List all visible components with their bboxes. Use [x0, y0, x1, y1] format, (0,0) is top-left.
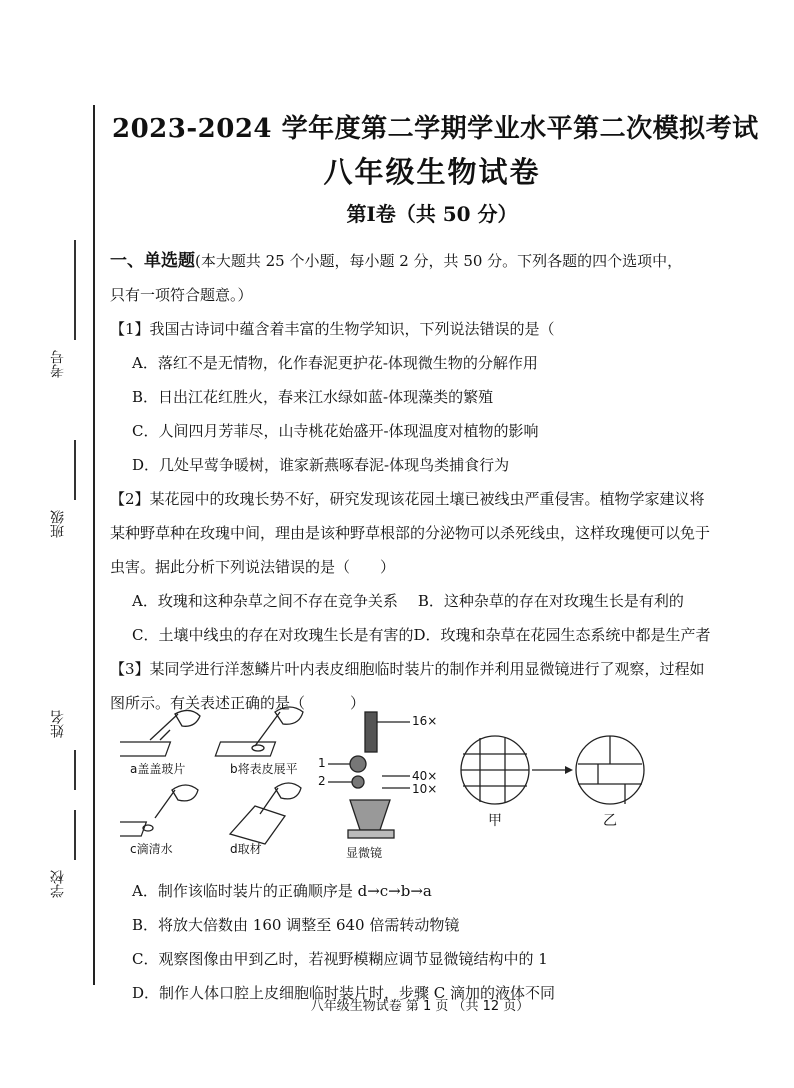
exam-number-field[interactable]	[50, 240, 90, 390]
q3-option-b[interactable]: B．将放大倍数由 160 调整至 640 倍需转动物镜	[132, 916, 460, 934]
part-1-label: 1	[318, 756, 326, 770]
q2-option-b[interactable]: B．这种杂草的存在对玫瑰生长是有利的	[417, 592, 684, 610]
school-field[interactable]	[50, 810, 90, 910]
objective-high-label: 40×	[412, 769, 438, 783]
part-2-label: 2	[318, 774, 326, 788]
eyepiece-label: 16×	[412, 714, 438, 728]
paper-title: 八年级生物试卷	[323, 155, 541, 189]
step-a-illustration	[120, 710, 200, 756]
q3-figure-drawings	[120, 702, 760, 862]
page-footer: 八年级生物试卷 第 1 页 （共 12 页）	[310, 999, 530, 1014]
q2-stem-1: 【2】某花园中的玫瑰长势不好，研究发现该花园土壤已被线虫严重侵害。植物学家建议将	[110, 490, 705, 508]
q2-options-cd	[110, 618, 750, 652]
step-c-caption: c滴清水	[130, 842, 173, 856]
q3-stem-1: 【3】某同学进行洋葱鳞片叶内表皮细胞临时装片的制作并利用显微镜进行了观察，过程如	[110, 660, 705, 678]
section-heading: 一、单选题	[110, 251, 195, 271]
q2-option-d[interactable]: D．玫瑰和杂草在花园生态系统中都是生产者	[413, 626, 711, 644]
exam-number-line	[74, 240, 76, 340]
name-field[interactable]	[50, 620, 90, 790]
q3-option-d[interactable]: D．制作人体口腔上皮细胞临时装片时，步骤 C 滴加的液体不同	[132, 984, 556, 1002]
class-field[interactable]	[50, 440, 90, 590]
volume-title: 第I卷（共 50 分）	[346, 202, 518, 226]
school-line	[74, 810, 76, 860]
objective-low-label: 10×	[412, 782, 438, 796]
class-label: 班级	[50, 510, 66, 538]
q1-option-d[interactable]: D．几处早莺争暖树，谁家新燕啄春泥-体现鸟类捕食行为	[132, 456, 510, 474]
q1-option-a[interactable]: A．落红不是无情物，化作春泥更护花-体现微生物的分解作用	[132, 354, 538, 372]
step-d-caption: d取材	[230, 842, 262, 856]
step-a-caption: a盖盖玻片	[130, 762, 186, 776]
step-b-caption: b将表皮展平	[230, 762, 298, 776]
microscope-illustration	[328, 712, 410, 838]
question-content	[110, 244, 750, 1010]
section-heading-line	[110, 244, 750, 278]
q3-stem-2: 图所示。有关表述正确的是（ ）	[110, 694, 366, 712]
name-label: 姓名	[50, 710, 66, 738]
view-yi-label: 乙	[603, 813, 617, 829]
school-label: 学校	[50, 870, 66, 898]
microscope-caption: 显微镜	[346, 846, 383, 860]
q2-options-ab	[110, 584, 750, 618]
exam-number-label: 考号	[50, 350, 66, 378]
binding-line	[93, 105, 95, 985]
q2-stem-2: 某种野草种在玫瑰中间，理由是该种野草根部的分泌物可以杀死线虫，这样玫瑰便可以免于	[110, 524, 711, 542]
exam-title: 2023-2024 学年度第二学期学业水平第二次模拟考试	[112, 114, 759, 144]
q1-stem: 【1】我国古诗词中蕴含着丰富的生物学知识，下列说法错误的是（	[110, 320, 555, 338]
q3-option-c[interactable]: C．观察图像由甲到乙时，若视野模糊应调节显微镜结构中的 1	[132, 950, 548, 968]
step-c-illustration	[120, 785, 198, 836]
view-arrow-head	[565, 766, 573, 774]
view-jia-label: 甲	[488, 813, 502, 829]
q2-option-a[interactable]: A．玫瑰和这种杂草之间不存在竞争关系	[132, 592, 398, 610]
q3-option-a[interactable]: A．制作该临时装片的正确顺序是 d→c→b→a	[132, 882, 432, 900]
section-instructions-2: 只有一项符合题意。）	[110, 286, 253, 304]
view-jia-illustration	[461, 736, 529, 804]
view-yi-illustration	[576, 736, 644, 804]
step-b-illustration	[215, 707, 303, 756]
q3-figure	[120, 702, 760, 862]
name-line	[74, 750, 76, 790]
class-line	[74, 440, 76, 500]
step-d-illustration	[230, 783, 301, 844]
q1-option-b[interactable]: B．日出江花红胜火，春来江水绿如蓝-体现藻类的繁殖	[132, 388, 494, 406]
q2-option-c[interactable]: C．土壤中线虫的存在对玫瑰生长是有害的	[132, 626, 414, 644]
q2-stem-3: 虫害。据此分析下列说法错误的是（ ）	[110, 558, 396, 576]
section-instructions: (本大题共 25 个小题，每小题 2 分，共 50 分。下列各题的四个选项中，	[195, 252, 683, 270]
q1-option-c[interactable]: C．人间四月芳菲尽，山寺桃花始盛开-体现温度对植物的影响	[132, 422, 539, 440]
